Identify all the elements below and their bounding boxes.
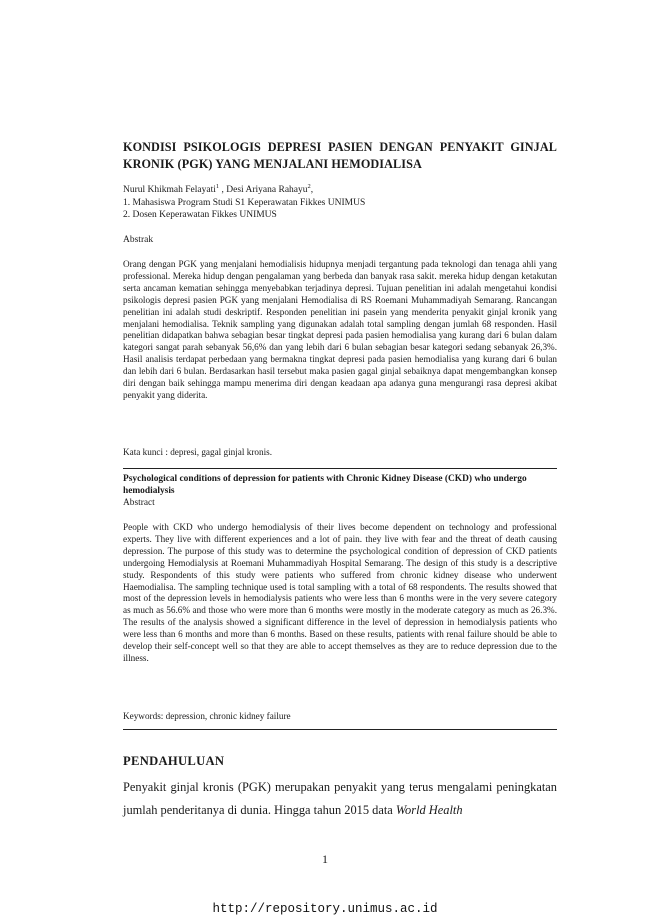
author-name-2: Desi Ariyana Rahayu [226,185,308,196]
divider-bottom [123,729,557,730]
paper-title: KONDISI PSIKOLOGIS DEPRESI PASIEN DENGAN PENYAKIT GINJAL KRONIK (PGK) YANG MENJALANI HEMODIALISA [123,140,557,171]
divider-top [123,468,557,469]
affiliation-1: 1. Mahasiswa Program Studi S1 Keperawatan Fikkes UNIMUS [123,197,366,208]
intro-text: Penyakit ginjal kronis (PGK) merupakan penyakit yang terus mengalami peningkatan jumlah penderitanya di dunia. Hingga tahun 2015 data [123,780,557,817]
repository-url[interactable]: http://repository.unimus.ac.id [212,902,438,916]
affiliation-2: 2. Dosen Keperawatan Fikkes UNIMUS [123,210,277,221]
keywords-en: Keywords: depression, chronic kidney failure [123,711,291,721]
page-number: 1 [322,852,328,866]
author-block [123,181,557,222]
intro-text-italic: World Health [395,803,463,817]
abstract-en-title: Psychological conditions of depression for patients with Chronic Kidney Disease (CKD) who undergo hemodialysis [123,474,527,496]
abstract-en-text: People with CKD who undergo hemodialysis of their lives become dependent on technology and professional experts. They live with different experiences and a lot of pain. they live with fear and the threat of death causing depression. The purpose of this study was to determine the psychological condition of depression of CKD patients undergoing Hemodialysis at Roemani Muhammadiyah Hospital Semarang. The design of this study is a descriptive study. Respondents of this study were patients who suffered from chronic kidney disease who underwent Haemodialisa. The sampling technique used is total sampling with a total of 68 respondents. The results showed that most of the depression levels in hemodialysis patients who were less than 6 months were in the very severe category as much as 56.6% and those who were more than 6 months were mostly in the moderate category as much as 26.3%. The results of the analysis showed a significant difference in the level of depression in hemodialysis patients who were less than 6 months and more than 6 months. Based on these results, patients with renal failure should be able to develop their self-concept well so that they are able to accept themselves as they are to reduce depression due to the illness. [123,522,557,663]
section-heading-pendahuluan: PENDAHULUAN [123,754,225,768]
author-trailing-comma: , [310,185,314,196]
author-name-1: Nurul Khikmah Felayati [123,185,216,196]
keywords-id: Kata kunci : depresi, gagal ginjal kronis. [123,447,273,457]
abstract-id-text: Orang dengan PGK yang menjalani hemodialisis hidupnya menjadi tergantung pada teknologi dan tenaga ahli yang professional. Mereka hidup dengan pengalaman yang berbeda dan banyak rasa sakit. mereka hidup dengan ketakutan serta ancaman kematian sehingga menyebabkan terjadinya depresi. Tujuan penelitian ini adalah mengetahui kondisi psikologis depresi pasien PGK yang menjalani Hemodialisa di RS Roemani Muhammadiyah Semarang. Rancangan penelitian ini adalah studi deskriptif. Responden penelitian ini pasein yang menderita penyakit ginjal kronik yang menjalani hemodialisa. Teknik sampling yang digunakan adalah total sampling dengan jumlah 68 responden. Hasil penelitian didapatkan bahwa sebagian besar tingkat depresi pada pasien hemodialisa yang kurang dari 6 bulan dalam kategori sangat parah sebanyak 56,6% dan yang lebih dari 6 bulan sebagian besar kategori sedang sebanyak 26,3%. Hasil analisis terdapat perbedaan yang bermakna tingkat depresi pada pasien hemodialisa yang kurang dari 6 bulan dan lebih dari 6 bulan. Berdasarkan hasil tersebut maka pasien gagal ginjal sebaiknya dapat mengembangkan konsep diri dengan baik sehingga mampu menerima diri dengan keadaan apa adanya guna mengurangi rasa depresi akibat penyakit yang diderita. [123,259,557,400]
author-separator: , [219,185,227,196]
intro-paragraph [123,776,557,822]
abstract-id-label: Abstrak [123,235,154,245]
author-superscript-2: 2 [307,183,311,190]
author-superscript-1: 1 [215,183,220,190]
abstract-en-label: Abstract [123,498,155,508]
